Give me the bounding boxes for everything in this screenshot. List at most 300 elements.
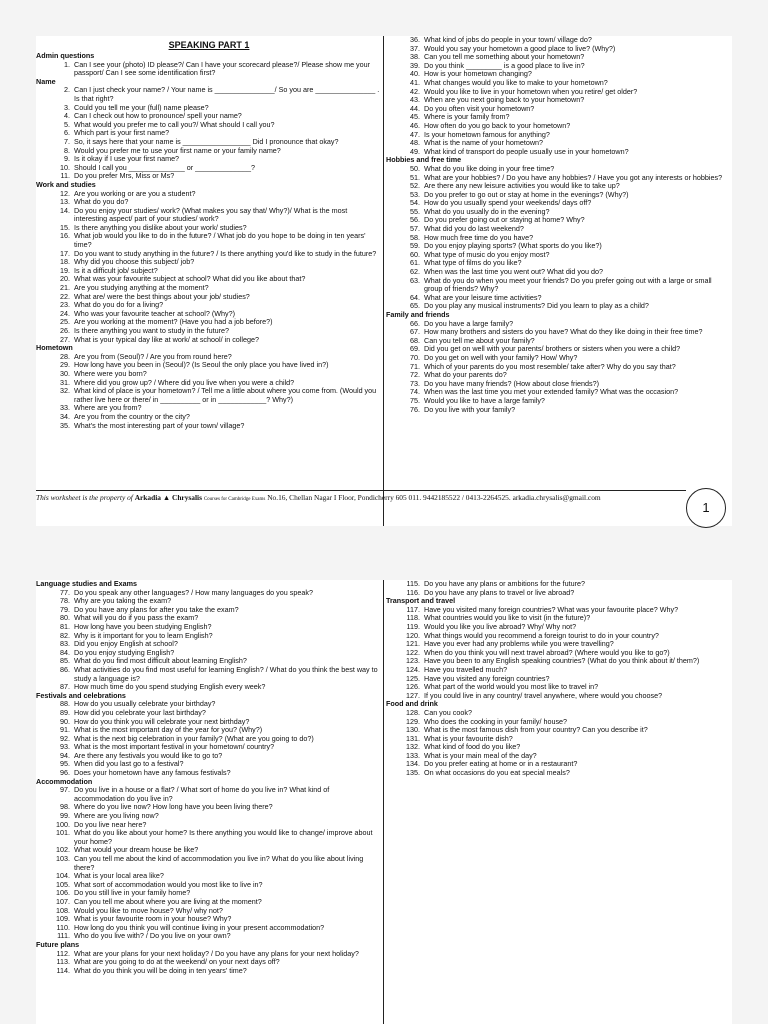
question-number: 120.: [406, 630, 420, 640]
footer-prefix: This worksheet is the property of: [36, 493, 133, 502]
question-number: 105.: [56, 879, 70, 889]
question-text: What things would you recommend a foreign tourist to do in your country?: [424, 630, 659, 640]
question-text: Should I call you ______________ or ______________?: [74, 162, 256, 172]
question-number: 22.: [60, 291, 70, 301]
question-text: What do you do when you meet your friends? Do you prefer going out with a large or small group of friends? Why?: [424, 275, 712, 294]
question-number: 97.: [60, 785, 70, 795]
question-number: 47.: [410, 129, 420, 139]
question-number: 92.: [60, 733, 70, 743]
question-text: Why is it important for you to learn English?: [74, 630, 213, 640]
section-heading: Accommodation: [36, 776, 93, 786]
question-text: Are you from (Seoul)? / Are you from round here?: [74, 351, 232, 361]
page-number: 1: [686, 488, 726, 528]
question-text: What changes would you like to make to your hometown?: [424, 77, 608, 87]
question-number: 86.: [60, 664, 70, 674]
question-text: How did you celebrate your last birthday?: [74, 707, 206, 717]
question-number: 37.: [410, 43, 420, 53]
question-number: 60.: [410, 249, 420, 259]
question-text: Do you have any plans or ambitions for the future?: [424, 579, 586, 588]
question-number: 21.: [60, 283, 70, 293]
question-number: 126.: [406, 682, 420, 692]
question-text: What is the most famous dish from your country? Can you describe it?: [424, 725, 648, 735]
question-number: 134.: [406, 759, 420, 769]
question-number: 33.: [60, 403, 70, 413]
question-text: Is your hometown famous for anything?: [424, 129, 550, 139]
question-item: [386, 769, 732, 778]
question-number: 116.: [406, 587, 420, 597]
question-number: 46.: [410, 120, 420, 130]
question-text: Did you enjoy English at school?: [74, 639, 178, 649]
question-number: 82.: [60, 630, 70, 640]
section-heading: Admin questions: [36, 51, 95, 60]
question-text: What kind of transport do people usually use in your hometown?: [424, 146, 629, 156]
question-text: Where are you living now?: [74, 811, 159, 821]
question-number: 1.: [64, 59, 70, 69]
question-number: 99.: [60, 811, 70, 821]
question-number: 63.: [410, 275, 420, 285]
question-text: Does your hometown have any famous festivals?: [74, 768, 231, 778]
question-number: 24.: [60, 308, 70, 318]
question-number: 135.: [406, 768, 420, 778]
question-item: [36, 86, 382, 103]
question-text: Do you play any musical instruments? Did you learn to play as a child?: [424, 301, 649, 311]
question-text: Where were you born?: [74, 368, 147, 378]
question-number: 113.: [56, 957, 70, 967]
question-number: 18.: [60, 257, 70, 267]
question-text: What kind of place is your hometown? / Tell me a little about where you come from. (Would you rather live here or there/ in __________ or in ____________? Why?): [74, 386, 377, 404]
question-number: 121.: [406, 639, 420, 649]
question-text: Where are you from?: [74, 403, 142, 413]
question-text: Can you tell me about where you are living at the moment?: [74, 896, 262, 906]
question-text: When did you last go to a festival?: [74, 759, 184, 769]
worksheet-page-2: [36, 580, 732, 1024]
question-number: 7.: [64, 136, 70, 146]
question-number: 58.: [410, 232, 420, 242]
question-text: Where is your family from?: [424, 112, 510, 122]
question-number: 80.: [60, 613, 70, 623]
question-number: 91.: [60, 725, 70, 735]
question-text: What type of music do you enjoy most?: [424, 249, 550, 259]
question-number: 35.: [60, 420, 70, 430]
question-number: 26.: [60, 326, 70, 335]
question-number: 64.: [410, 292, 420, 302]
question-text: When was the last time you met your extended family? What was the occasion?: [424, 387, 679, 397]
question-number: 15.: [60, 222, 70, 232]
question-text: Have you ever had any problems while you were travelling?: [424, 639, 614, 649]
question-number: 68.: [410, 335, 420, 345]
question-number: 9.: [64, 154, 70, 164]
question-number: 71.: [410, 361, 420, 371]
question-number: 89.: [60, 707, 70, 717]
question-number: 17.: [60, 248, 70, 258]
question-item: [36, 855, 382, 872]
question-number: 61.: [410, 258, 420, 268]
worksheet-page-1: [36, 36, 732, 526]
question-number: 66.: [410, 318, 420, 328]
question-number: 84.: [60, 647, 70, 657]
footer-tagline: Courses for Cambridge Exams: [203, 497, 266, 502]
question-text: Where did you grow up? / Where did you live when you were a child?: [74, 377, 295, 387]
question-text: What are your leisure time activities?: [424, 292, 542, 302]
question-text: What is your favourite dish?: [424, 733, 513, 743]
question-text: How long do you think you will continue living in your present accommodation?: [74, 922, 325, 932]
question-text: Do you have many friends? (How about close friends?): [424, 378, 599, 388]
question-number: 93.: [60, 742, 70, 752]
question-number: 39.: [410, 60, 420, 70]
question-text: When do you think you will next travel abroad? (Where would you like to go?): [424, 647, 670, 657]
question-number: 54.: [410, 198, 420, 208]
question-text: What will you do if you pass the exam?: [74, 613, 199, 623]
question-item: [36, 829, 382, 846]
question-text: Do you prefer eating at home or in a restaurant?: [424, 759, 578, 769]
question-number: 119.: [406, 621, 420, 631]
question-number: 27.: [60, 334, 70, 344]
question-text: Do you live in a house or a flat? / What sort of home do you live in? What kind of accommodation do you live in?: [74, 785, 330, 803]
question-text: Are you working or are you a student?: [74, 188, 196, 198]
question-number: 81.: [60, 621, 70, 631]
question-number: 102.: [56, 845, 70, 855]
question-number: 109.: [56, 914, 70, 924]
question-number: 125.: [406, 673, 420, 683]
question-number: 59.: [410, 241, 420, 251]
question-number: 123.: [406, 656, 420, 666]
question-text: What's the most interesting part of your town/ village?: [74, 420, 245, 430]
question-text: What activities do you find most useful for learning English? / What do you think the best way to study a language is?: [74, 664, 378, 683]
question-text: Do you often visit your hometown?: [424, 103, 535, 113]
question-text: Do you speak any other languages? / How many languages do you speak?: [74, 587, 313, 597]
question-text: Would you prefer me to use your first name or your family name?: [74, 145, 281, 155]
section-heading: Hometown: [36, 343, 73, 353]
question-number: 124.: [406, 664, 420, 674]
question-text: On what occasions do you eat special meals?: [424, 768, 570, 778]
question-number: 57.: [410, 224, 420, 234]
section-heading: Name: [36, 76, 56, 86]
question-number: 8.: [64, 145, 70, 155]
question-text: What do you like about your home? Is there anything you would like to change/ improve about your home?: [74, 828, 373, 846]
question-number: 41.: [410, 77, 420, 87]
question-number: 45.: [410, 112, 420, 122]
question-number: 44.: [410, 103, 420, 113]
question-number: 29.: [60, 360, 70, 370]
question-number: 55.: [410, 206, 420, 216]
page-footer: [36, 490, 686, 505]
question-text: What was your favourite subject at school? What did you like about that?: [74, 274, 306, 284]
question-number: 12.: [60, 188, 70, 198]
question-text: Is there anything you dislike about your work/ studies?: [74, 222, 247, 232]
question-text: Do you have any plans to travel or live abroad?: [424, 587, 575, 597]
question-number: 65.: [410, 301, 420, 311]
column-divider: [383, 36, 384, 526]
question-number: 100.: [56, 819, 70, 829]
question-text: Can you tell me something about your hometown?: [424, 52, 585, 62]
section-heading: Language studies and Exams: [36, 579, 138, 588]
question-number: 48.: [410, 138, 420, 148]
question-text: Can you tell me about your family?: [424, 335, 535, 345]
question-text: When was the last time you went out? What did you do?: [424, 267, 603, 277]
question-text: What are/ were the best things about your job/ studies?: [74, 291, 250, 301]
question-number: 4.: [64, 111, 70, 121]
question-text: Would you like you live abroad? Why/ Why not?: [424, 621, 577, 631]
question-text: Do you prefer Mrs, Miss or Ms?: [74, 171, 175, 181]
question-item: [36, 336, 382, 345]
question-text: What do you usually do in the evening?: [424, 206, 550, 216]
question-item: [36, 967, 382, 976]
question-number: 30.: [60, 368, 70, 378]
question-number: 77.: [60, 587, 70, 597]
question-text: How long have you been in (Seoul)? (Is Seoul the only place you have lived in?): [74, 360, 329, 370]
page-1-left-column: [36, 36, 382, 430]
question-text: What countries would you like to visit (in the future)?: [424, 613, 591, 623]
question-text: Are you from the country or the city?: [74, 411, 190, 421]
question-text: How long have you been studying English?: [74, 621, 212, 631]
page-2-right-column: [386, 580, 732, 778]
question-text: Who does the cooking in your family/ house?: [424, 716, 568, 726]
question-item: [36, 422, 382, 431]
question-text: What is the name of your hometown?: [424, 138, 544, 148]
question-number: 69.: [410, 344, 420, 354]
question-number: 34.: [60, 411, 70, 421]
footer-address: No.16, Chellan Nagar I Floor, Pondicherry 605 011. 9442185522 / 0413-2264525. arkadia.chrysalis@gmail.com: [267, 493, 601, 502]
question-text: Who was your favourite teacher at school? (Why?): [74, 308, 235, 318]
question-item: [386, 277, 732, 294]
question-number: 52.: [410, 181, 420, 191]
question-number: 110.: [56, 922, 70, 932]
question-text: Who do you live with? / Do you live on your own?: [74, 931, 231, 941]
question-number: 128.: [406, 707, 420, 717]
page-2-left-column: [36, 580, 382, 975]
question-text: What do you think you will be doing in ten years' time?: [74, 965, 247, 975]
question-number: 43.: [410, 95, 420, 105]
footer-brand: Arkadia ▲ Chrysalis: [134, 493, 202, 502]
question-item: [386, 406, 732, 415]
question-text: How do you usually spend your weekends/ days off?: [424, 198, 592, 208]
question-text: How do you think you will celebrate your next birthday?: [74, 716, 250, 726]
question-number: 13.: [60, 197, 70, 207]
section-heading: Transport and travel: [386, 596, 456, 606]
question-text: What do you like doing in your free time?: [424, 163, 555, 173]
question-text: When are you next going back to your hometown?: [424, 95, 585, 105]
question-text: Can you cook?: [424, 707, 472, 717]
section-heading: Family and friends: [386, 310, 450, 319]
question-number: 129.: [406, 716, 420, 726]
question-text: What part of the world would you most like to travel in?: [424, 682, 599, 692]
question-number: 11.: [60, 171, 70, 181]
question-number: 6.: [64, 128, 70, 138]
question-text: Where do you live now? How long have you been living there?: [74, 802, 273, 812]
question-number: 14.: [60, 205, 70, 215]
question-number: 88.: [60, 699, 70, 709]
question-item: [36, 232, 382, 249]
section-heading: Hobbies and free time: [386, 155, 462, 165]
question-number: 40.: [410, 69, 420, 79]
question-text: Do you think _________ is a good place to live in?: [424, 60, 585, 70]
question-text: How often do you go back to your hometown?: [424, 120, 571, 130]
question-text: How much time do you spend studying English every week?: [74, 682, 266, 692]
question-number: 76.: [410, 404, 420, 414]
question-text: What job would you like to do in the future? / What job do you hope to be doing in ten years' time?: [74, 231, 366, 250]
question-text: What kind of food do you like?: [424, 742, 521, 752]
question-item: [36, 666, 382, 683]
question-number: 38.: [410, 52, 420, 62]
question-text: Do you enjoy your studies/ work? (What makes you say that/ Why?)/ What is the most interesting aspect/ part of your studies/ work?: [74, 205, 348, 224]
question-number: 67.: [410, 327, 420, 337]
question-number: 115.: [406, 579, 420, 588]
question-text: Would you like to have a large family?: [424, 395, 545, 405]
question-number: 3.: [64, 102, 70, 112]
question-text: Could you tell me your (full) name please?: [74, 102, 209, 112]
question-text: What would you prefer me to call you?/ What should I call you?: [74, 119, 275, 129]
question-number: 111.: [57, 931, 70, 941]
question-text: Can I see your (photo) ID please?/ Can I have your scorecard please?/ Please show me your passport/ Can I see some identification first?: [74, 59, 371, 78]
question-number: 23.: [60, 300, 70, 310]
question-text: Do you have a large family?: [424, 318, 514, 328]
question-number: 127.: [406, 690, 420, 700]
question-number: 62.: [410, 267, 420, 277]
question-number: 103.: [56, 854, 70, 863]
question-number: 75.: [410, 395, 420, 405]
question-number: 85.: [60, 656, 70, 666]
question-text: How do you usually celebrate your birthday?: [74, 699, 216, 709]
question-text: Which of your parents do you most resemble/ take after? Why do you say that?: [424, 361, 676, 371]
question-text: Have you visited any foreign countries?: [424, 673, 550, 683]
question-number: 117.: [406, 604, 420, 614]
question-number: 16.: [60, 231, 70, 241]
question-number: 5.: [64, 119, 70, 129]
question-item: [36, 387, 382, 404]
question-number: 112.: [56, 948, 70, 958]
question-text: Have you been to any English speaking countries? (What do you think about it/ them?): [424, 656, 700, 666]
question-item: [36, 61, 382, 78]
question-text: Did you get on well with your parents/ brothers or sisters when you were a child?: [424, 344, 681, 354]
question-number: 36.: [410, 35, 420, 44]
question-number: 98.: [60, 802, 70, 812]
question-text: Do you prefer going out or staying at home? Why?: [424, 215, 585, 225]
question-number: 25.: [60, 317, 70, 327]
question-text: What sort of accommodation would you most like to live in?: [74, 879, 263, 889]
question-text: Do you enjoy playing sports? (What sports do you like?): [424, 241, 602, 251]
question-number: 83.: [60, 639, 70, 649]
question-text: What is the most important day of the year for you? (Why?): [74, 725, 263, 735]
question-number: 72.: [410, 370, 420, 380]
question-text: What is your typical day like at work/ at school/ in college?: [74, 334, 259, 344]
question-text: Can I check out how to pronounce/ spell your name?: [74, 111, 242, 121]
section-heading: Future plans: [36, 939, 80, 949]
question-text: Would you like to live in your hometown when you retire/ get older?: [424, 86, 638, 96]
page-title: SPEAKING PART 1: [168, 40, 250, 50]
question-number: 104.: [56, 871, 70, 881]
question-text: Is it okay if I use your first name?: [74, 154, 180, 164]
question-text: If you could live in any country/ travel anywhere, where would you choose?: [424, 690, 663, 700]
question-text: Are there any new leisure activities you would like to take up?: [424, 181, 620, 191]
question-text: What is the next big celebration in your family? (What are you going to do?): [74, 733, 314, 743]
question-text: What are you going to do at the weekend/ on your next days off?: [74, 957, 280, 967]
question-text: What type of films do you like?: [424, 258, 522, 268]
question-text: What do you find most difficult about learning English?: [74, 656, 247, 666]
question-number: 32.: [60, 386, 70, 396]
question-text: How is your hometown changing?: [424, 69, 532, 79]
question-number: 87.: [60, 682, 70, 692]
question-text: What is your favourite room in your house? Why?: [74, 914, 232, 924]
section-heading: Festivals and celebrations: [36, 690, 126, 700]
question-text: Why did you choose this subject/ job?: [74, 257, 195, 267]
question-text: Can I just check your name? / Your name is _______________/ So you are _______________ . Is that right?: [74, 85, 380, 103]
page-1-right-column: [386, 36, 732, 414]
question-item: [36, 786, 382, 803]
question-text: What is the most important festival in your hometown/ country?: [74, 742, 275, 752]
question-text: Do you get on well with your family? How/ Why?: [424, 352, 578, 362]
question-text: Can you tell me about the kind of accommodation you live in? What do you like about living there?: [74, 854, 364, 872]
question-text: What do you do?: [74, 197, 129, 207]
question-number: 133.: [406, 750, 420, 760]
question-number: 42.: [410, 86, 420, 96]
question-text: Would you like to move house? Why/ why not?: [74, 905, 223, 915]
question-text: What are your plans for your next holiday? / Do you have any plans for your next holiday?: [74, 948, 359, 958]
question-number: 78.: [60, 596, 70, 606]
column-divider: [383, 580, 384, 1024]
question-number: 107.: [56, 896, 70, 906]
question-number: 20.: [60, 274, 70, 284]
question-number: 96.: [60, 768, 70, 778]
question-text: Have you travelled much?: [424, 664, 508, 674]
question-text: Is it a difficult job/ subject?: [74, 265, 158, 275]
question-text: Are there any festivals you would like to go to?: [74, 750, 223, 760]
question-text: Have you visited many foreign countries? What was your favourite place? Why?: [424, 604, 679, 614]
question-text: How much free time do you have?: [424, 232, 534, 242]
question-number: 19.: [60, 265, 70, 275]
question-text: Do you live near here?: [74, 819, 147, 829]
question-number: 108.: [56, 905, 70, 915]
question-number: 122.: [406, 647, 420, 657]
question-number: 114.: [56, 965, 70, 975]
question-number: 10.: [60, 162, 70, 172]
question-number: 95.: [60, 759, 70, 769]
section-heading: Food and drink: [386, 699, 438, 709]
question-number: 131.: [406, 733, 420, 743]
question-text: Which part is your first name?: [74, 128, 170, 138]
question-number: 73.: [410, 378, 420, 388]
question-number: 132.: [406, 742, 420, 752]
question-text: What is your main meal of the day?: [424, 750, 537, 760]
question-number: 53.: [410, 189, 420, 199]
question-text: Would you say your hometown a good place to live? (Why?): [424, 43, 616, 53]
question-text: What do your parents do?: [424, 370, 507, 380]
section-heading: Work and studies: [36, 179, 96, 189]
question-number: 31.: [60, 377, 70, 387]
question-number: 90.: [60, 716, 70, 726]
question-number: 2.: [64, 85, 70, 95]
question-text: Do you enjoy studying English?: [74, 647, 175, 657]
question-text: What are your hobbies? / Do you have any hobbies? / Have you got any interests or hobbies?: [424, 172, 723, 182]
question-text: What would your dream house be like?: [74, 845, 199, 855]
question-number: 28.: [60, 351, 70, 361]
question-number: 106.: [56, 888, 70, 898]
question-item: [36, 207, 382, 224]
question-text: How many brothers and sisters do you have? What do they like doing in their free time?: [424, 327, 703, 337]
question-number: 56.: [410, 215, 420, 225]
question-text: Do you have any plans for after you take the exam?: [74, 604, 239, 614]
question-number: 49.: [410, 146, 420, 156]
question-number: 70.: [410, 352, 420, 362]
question-text: Do you want to study anything in the future? / Is there anything you'd like to study in the future?: [74, 248, 377, 258]
question-text: So, it says here that your name is _________________ Did I pronounce that okay?: [74, 136, 339, 146]
question-number: 51.: [410, 172, 420, 182]
question-text: What did you do last weekend?: [424, 224, 524, 234]
question-text: Do you still live in your family home?: [74, 888, 191, 898]
question-text: Do you prefer to go out or stay at home in the evenings? (Why?): [424, 189, 629, 199]
question-text: Do you live with your family?: [424, 404, 516, 414]
question-number: 74.: [410, 387, 420, 397]
question-text: What do you do for a living?: [74, 300, 164, 310]
